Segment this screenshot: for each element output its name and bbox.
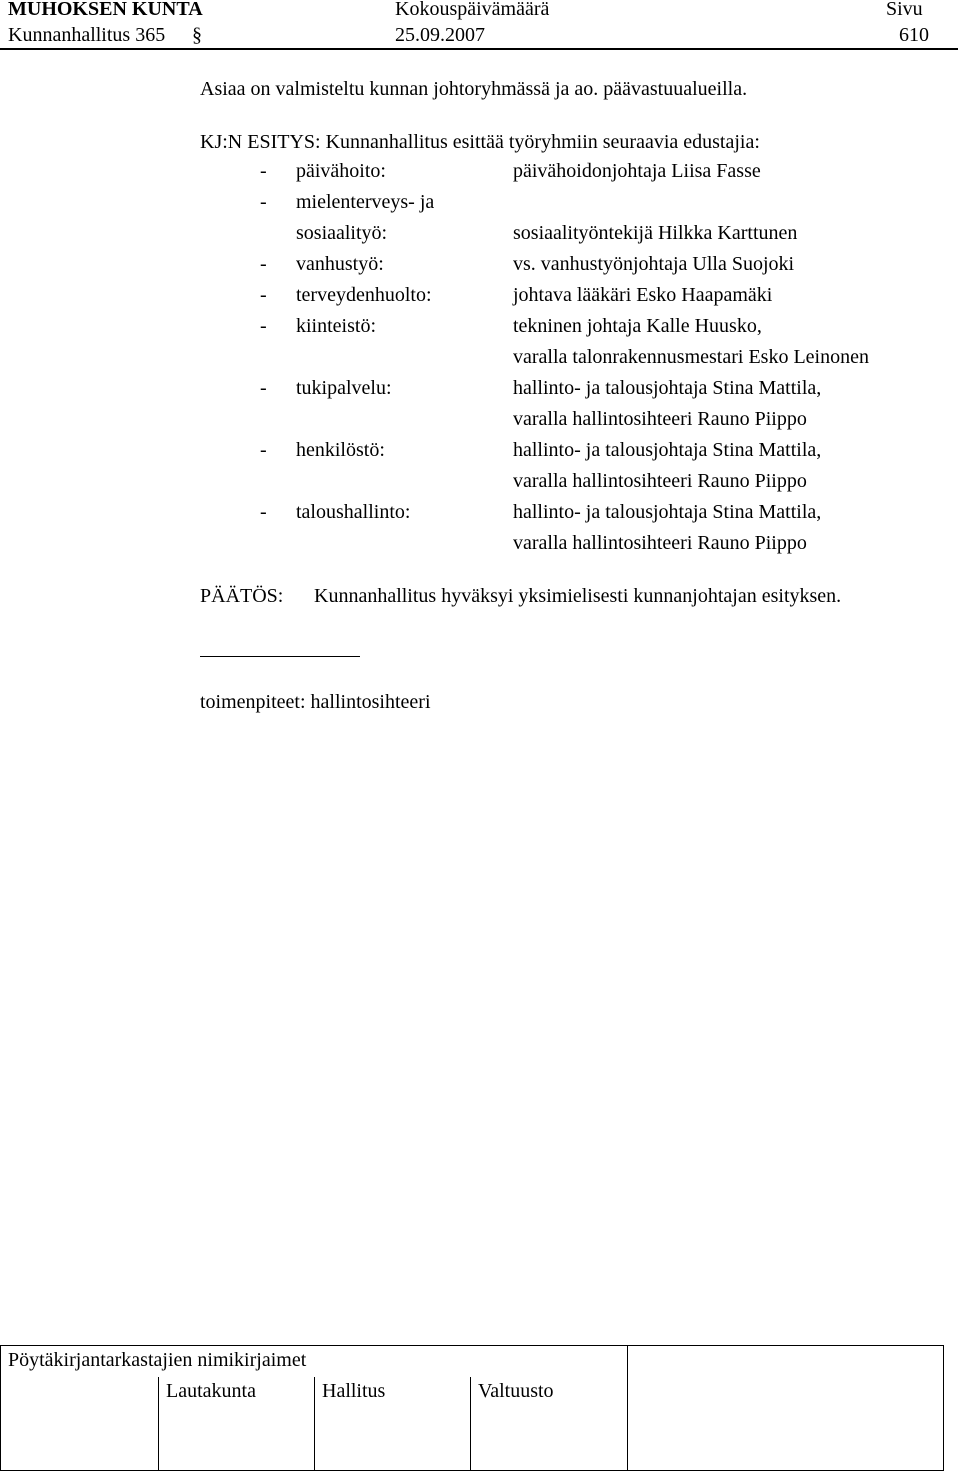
proposal-heading: KJ:N ESITYS: Kunnanhallitus esittää työryhmiin seuraavia edustajia:	[200, 131, 760, 153]
list-dash: -	[260, 191, 267, 213]
item-value-deputy: varalla talonrakennusmestari Esko Leinonen	[513, 346, 869, 368]
column-divider	[314, 1377, 315, 1471]
column-valtuusto: Valtuusto	[478, 1380, 554, 1402]
item-value: sosiaalityöntekijä Hilkka Karttunen	[513, 222, 798, 244]
item-value-deputy: varalla hallintosihteeri Rauno Piippo	[513, 408, 807, 430]
item-label-line1: mielenterveys- ja	[296, 191, 435, 213]
item-label: tukipalvelu:	[296, 377, 392, 399]
signatures-title: Pöytäkirjantarkastajien nimikirjaimet	[8, 1349, 307, 1371]
page-number: 610	[899, 24, 929, 46]
list-dash: -	[260, 501, 267, 523]
list-dash: -	[260, 284, 267, 306]
header-rule	[0, 48, 958, 50]
item-label: henkilöstö:	[296, 439, 385, 461]
item-value: vs. vanhustyönjohtaja Ulla Suojoki	[513, 253, 795, 275]
column-divider	[158, 1377, 159, 1471]
item-value-deputy: varalla hallintosihteeri Rauno Piippo	[513, 532, 807, 554]
item-value-deputy: varalla hallintosihteeri Rauno Piippo	[513, 470, 807, 492]
item-label: sosiaalityö:	[296, 222, 388, 244]
item-label: päivähoito:	[296, 160, 386, 182]
item-value: tekninen johtaja Kalle Huusko,	[513, 315, 762, 337]
column-lautakunta: Lautakunta	[166, 1380, 256, 1402]
item-value: hallinto- ja talousjohtaja Stina Mattila,	[513, 501, 822, 523]
column-divider	[470, 1377, 471, 1471]
section-mark-icon: §	[192, 24, 202, 46]
item-value: johtava lääkäri Esko Haapamäki	[513, 284, 773, 306]
list-dash: -	[260, 160, 267, 182]
list-dash: -	[260, 377, 267, 399]
item-value: päivähoidonjohtaja Liisa Fasse	[513, 160, 761, 182]
list-dash: -	[260, 439, 267, 461]
meeting-date: 25.09.2007	[395, 24, 485, 46]
signature-box-divider	[627, 1345, 628, 1471]
item-value: hallinto- ja talousjohtaja Stina Mattila,	[513, 439, 822, 461]
item-value: hallinto- ja talousjohtaja Stina Mattila,	[513, 377, 822, 399]
list-dash: -	[260, 315, 267, 337]
meeting-body: Kunnanhallitus 365	[8, 24, 166, 46]
page-label: Sivu	[886, 0, 923, 20]
intro-text: Asiaa on valmisteltu kunnan johtoryhmässä ja ao. päävastuualueilla.	[200, 78, 748, 100]
date-label: Kokouspäivämäärä	[395, 0, 550, 20]
municipality-name: MUHOKSEN KUNTA	[8, 0, 203, 20]
column-hallitus: Hallitus	[322, 1380, 386, 1402]
separator-line	[200, 656, 360, 657]
item-label: terveydenhuolto:	[296, 284, 432, 306]
list-dash: -	[260, 253, 267, 275]
decision-label: PÄÄTÖS:	[200, 585, 284, 607]
item-label: taloushallinto:	[296, 501, 411, 523]
item-label: vanhustyö:	[296, 253, 384, 275]
actions-text: toimenpiteet: hallintosihteeri	[200, 691, 431, 713]
item-label: kiinteistö:	[296, 315, 376, 337]
decision-text: Kunnanhallitus hyväksyi yksimielisesti kunnanjohtajan esityksen.	[314, 585, 842, 607]
